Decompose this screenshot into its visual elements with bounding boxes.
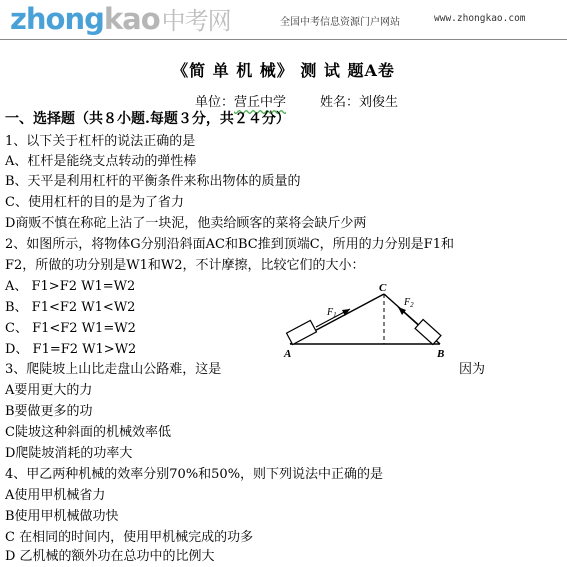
q3-option-a: A要用更大的力 [5, 383, 93, 398]
block-on-ac [287, 320, 317, 344]
q2-option-c: C、 F1<F2 W1=W2 [5, 321, 136, 336]
label-c: C [379, 282, 387, 294]
question-3-stem: 3、爬陡坡上山比走盘山公路难，这是 [5, 362, 222, 377]
question-3-tail: 因为 [459, 362, 486, 377]
label-a: A [284, 348, 292, 360]
q2-option-d: D、 F1=F2 W1>W2 [5, 342, 137, 357]
q1-option-c: C、使用杠杆的目的是为了省力 [5, 195, 184, 210]
label-f1: $F_1$ [327, 307, 337, 319]
q3-option-b: B要做更多的功 [5, 404, 93, 419]
q4-option-d: D 乙机械的额外功在总功中的比例大 [5, 549, 215, 564]
header-divider [0, 39, 567, 40]
logo-chinese: 中考网 [161, 7, 231, 35]
question-4-stem: 4、甲乙两种机械的效率分别70%和50%，则下列说法中正确的是 [5, 467, 384, 482]
incline-figure [280, 280, 460, 364]
site-banner [0, 0, 567, 40]
logo-latin-part1: zhong [10, 2, 104, 36]
site-logo[interactable] [10, 2, 231, 38]
unit-value: 营丘中学 [234, 95, 287, 110]
q2-option-a: A、 F1>F2 W1=W2 [5, 279, 136, 294]
q1-option-d: D商贩不慎在称砣上沾了一块泥，他卖给顾客的菜将会缺斤少两 [5, 216, 367, 231]
q3-option-c: C陡坡这种斜面的机械效率低 [5, 425, 171, 440]
q4-option-c: C 在相同的时间内，使用甲机械完成的功多 [5, 530, 254, 545]
question-2-stem-cont: F2，所做的功分别是W1和W2，不计摩擦，比较它们的大小： [5, 258, 365, 273]
site-url[interactable]: www.zhongkao.com [434, 13, 526, 24]
doc-title: 《简 单 机 械》 测 试 题A卷 [172, 61, 395, 80]
section-heading: 一、选择题（共８小题.每题３分，共２４分） [5, 111, 290, 127]
name-label: 姓名： [320, 95, 360, 110]
label-f2: $F_2$ [404, 297, 414, 309]
q3-option-d: D爬陡坡消耗的功率大 [5, 446, 133, 461]
q4-option-b: B使用甲机械做功快 [5, 509, 119, 524]
block-on-bc [415, 320, 441, 345]
byline [195, 91, 398, 110]
name-value: 刘俊生 [359, 95, 399, 110]
label-b: B [437, 348, 445, 360]
q4-option-a: A使用甲机械省力 [5, 488, 106, 503]
logo-latin-part2: kao [103, 2, 160, 36]
unit-label: 单位： [195, 95, 235, 110]
q2-option-b: B、 F1<F2 W1<W2 [5, 300, 136, 315]
question-1-stem: 1、以下关于杠杆的说法正确的是 [5, 134, 196, 149]
q1-option-a: A、杠杆是能绕支点转动的弹性棒 [5, 154, 197, 169]
q1-option-b: B、天平是利用杠杆的平衡条件来称出物体的质量的 [5, 174, 301, 189]
question-2-stem: 2、如图所示，将物体G分别沿斜面AC和BC推到顶端C，所用的力分别是F1和 [5, 237, 454, 252]
portal-slogan: 全国中考信息资源门户网站 [280, 17, 400, 28]
